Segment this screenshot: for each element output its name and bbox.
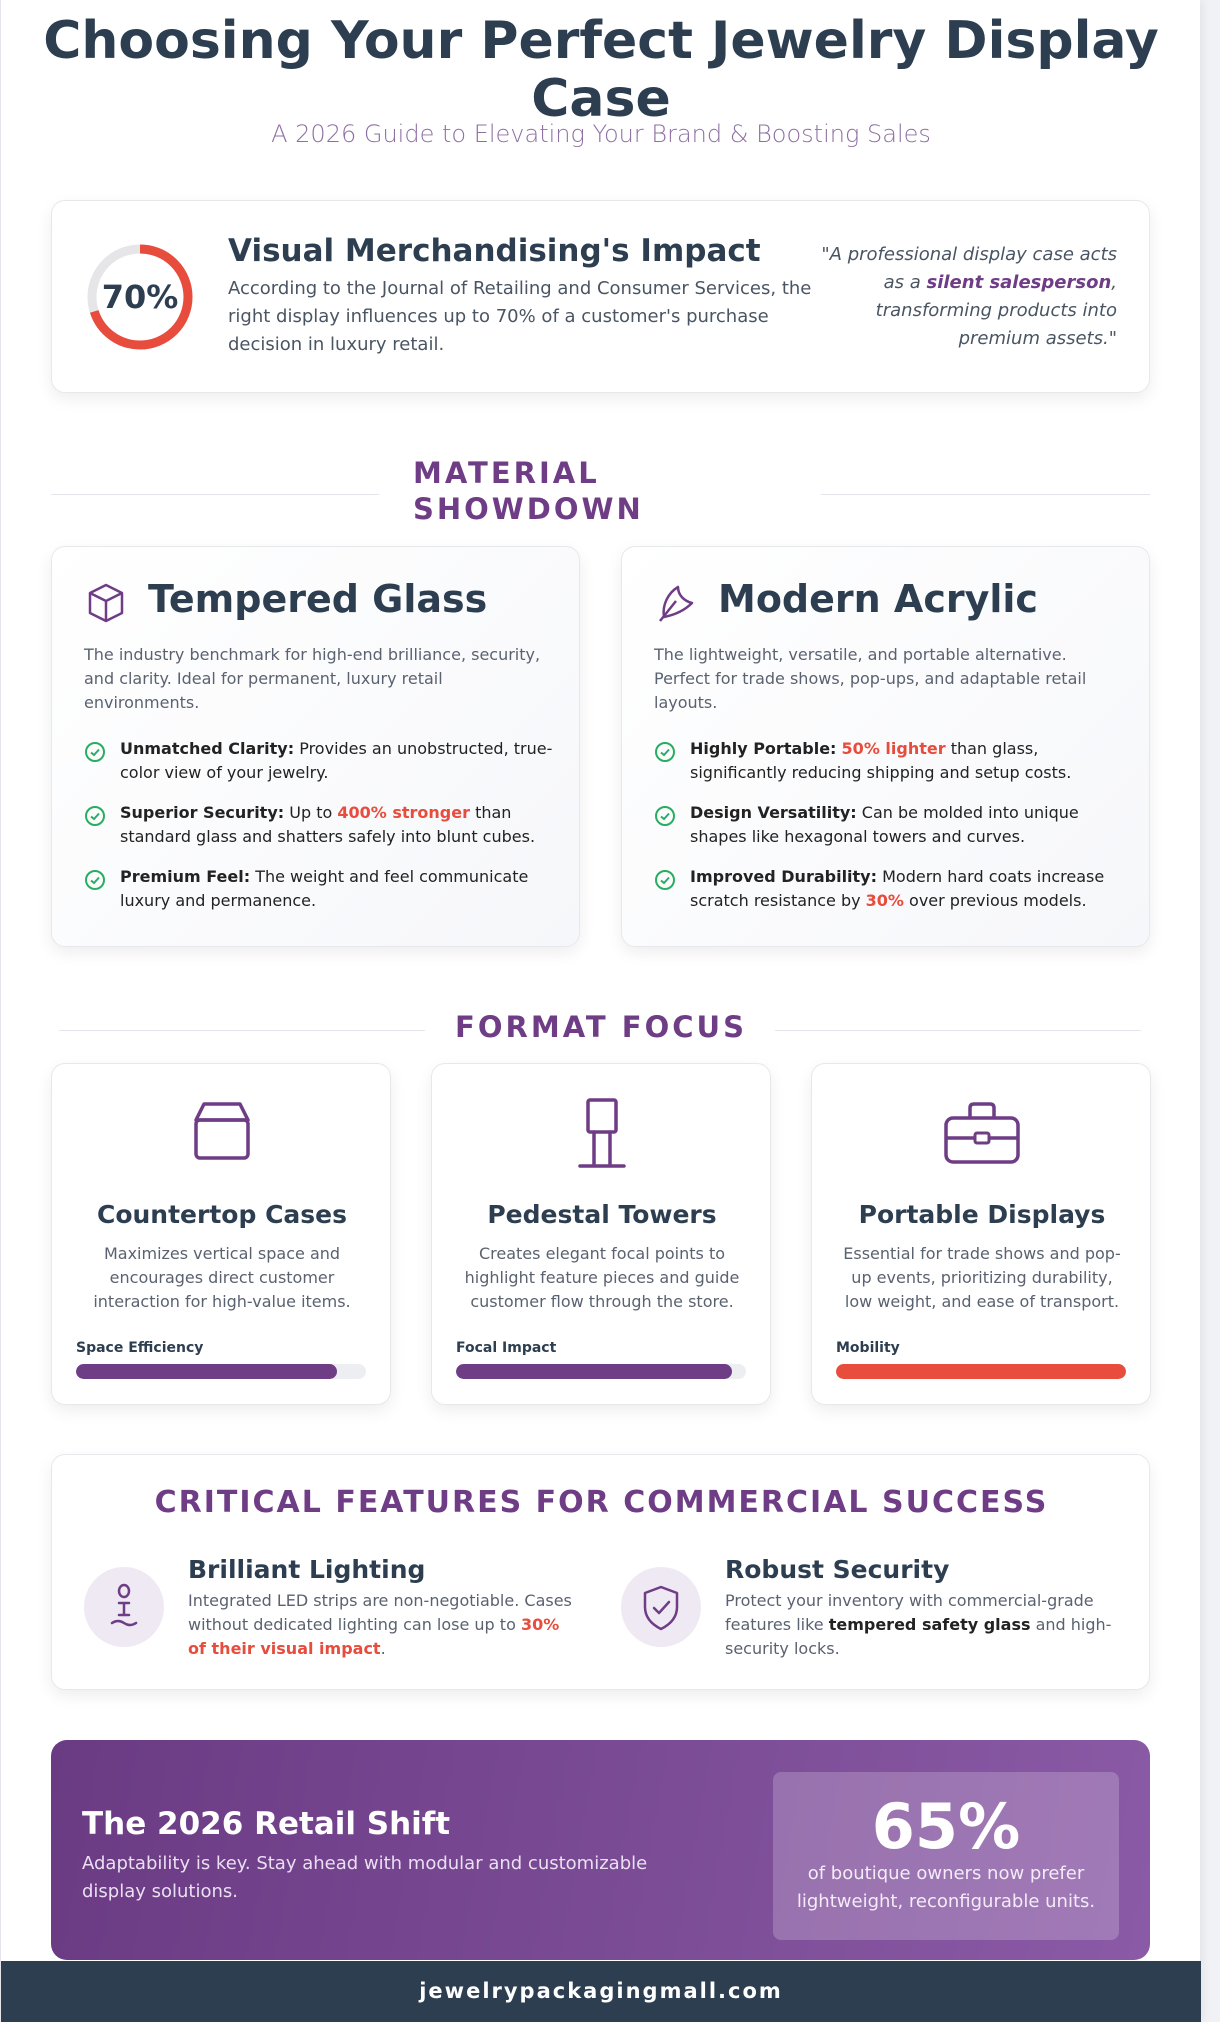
feature-label: Improved Durability: — [690, 867, 878, 886]
feature-text: . — [380, 1639, 386, 1658]
divider-line — [59, 1030, 425, 1031]
format-title: Portable Displays — [858, 1200, 1106, 1229]
shield-check-icon — [621, 1567, 701, 1647]
pedestal-tower-icon — [562, 1094, 642, 1174]
quote-text-start: "A professional display case acts as a — [821, 244, 1117, 293]
check-circle-icon — [654, 869, 676, 891]
feature-text: Protect your inventory with commercial-grade features like — [725, 1591, 1094, 1634]
feature-highlight: 30% — [865, 891, 904, 910]
feature-text: Provides an unobstructed, true-color view of your jewelry. — [120, 739, 553, 782]
feature-text: than glass, significantly reducing shipping and setup costs. — [690, 739, 1072, 782]
format-metric-bar — [76, 1364, 366, 1379]
feature-bold: tempered safety glass — [828, 1615, 1031, 1634]
countertop-case-icon — [182, 1094, 262, 1174]
material-card-acrylic — [621, 546, 1150, 947]
feature-highlight: 30% of their visual impact — [188, 1615, 560, 1658]
feather-icon — [654, 581, 698, 625]
check-circle-icon — [84, 741, 106, 763]
security-icon-badge — [621, 1567, 701, 1647]
feature-highlight: 50% lighter — [841, 739, 946, 758]
footer — [1, 1961, 1201, 2022]
feature-text: The weight and feel communicate luxury and permanence. — [120, 867, 529, 910]
stat-value: 65% — [871, 1790, 1021, 1863]
divider-line — [51, 494, 379, 495]
banner-body: Adaptability is key. Stay ahead with modular and customizable display solutions. — [82, 1853, 648, 1902]
material-title: Tempered Glass — [148, 577, 488, 621]
feature-text: Modern hard coats increase scratch resistance by — [690, 867, 1105, 910]
format-card-countertop — [51, 1063, 391, 1405]
check-circle-icon — [654, 741, 676, 763]
cube-icon — [84, 581, 128, 625]
format-card-pedestal — [431, 1063, 771, 1405]
check-circle-icon — [654, 805, 676, 827]
feature-label: Highly Portable: — [690, 739, 837, 758]
impact-progress-ring — [84, 241, 196, 353]
lighting-icon-badge — [84, 1567, 164, 1647]
feature-description — [725, 1589, 1115, 1661]
banner-title: The 2026 Retail Shift — [82, 1806, 451, 1842]
impact-quote — [797, 241, 1117, 353]
list-item — [654, 737, 1124, 785]
section-heading-formats: FORMAT FOCUS — [455, 1010, 747, 1044]
material-card-glass — [51, 546, 580, 947]
retail-shift-banner — [51, 1740, 1150, 1960]
feature-label: Design Versatility: — [690, 803, 857, 822]
material-feature-list — [84, 737, 554, 929]
list-item — [654, 801, 1124, 849]
impact-card — [51, 200, 1150, 393]
footer-link[interactable]: jewelrypackagingmall.com — [419, 1979, 783, 2003]
feature-label: Superior Security: — [120, 803, 285, 822]
impact-title: Visual Merchandising's Impact — [228, 233, 761, 269]
briefcase-icon — [942, 1094, 1022, 1174]
stat-box — [773, 1772, 1119, 1940]
feature-text: than standard glass and shatters safely into blunt cubes. — [120, 803, 536, 846]
stat-caption: of boutique owners now prefer lightweight, reconfigurable units. — [796, 1863, 1096, 1912]
page-title: Choosing Your Perfect Jewelry Display Case — [43, 11, 1159, 129]
divider-line — [821, 494, 1150, 495]
feature-label: Premium Feel: — [120, 867, 251, 886]
format-card-portable — [811, 1063, 1151, 1405]
material-feature-list — [654, 737, 1124, 929]
format-metric-bar — [456, 1364, 746, 1379]
impact-body: According to the Journal of Retailing and Consumer Services, the right display influences up to 70% of a customer's purchase decision in luxury retail. — [228, 278, 812, 355]
feature-text: over previous models. — [903, 891, 1087, 910]
list-item — [84, 865, 554, 913]
check-circle-icon — [84, 805, 106, 827]
feature-text: and high-security locks. — [725, 1615, 1112, 1658]
impact-percent: 70% — [101, 278, 179, 316]
divider-line — [775, 1030, 1141, 1031]
feature-highlight: 400% stronger — [337, 803, 470, 822]
page-subtitle: A 2026 Guide to Elevating Your Brand & Boosting Sales — [271, 120, 931, 148]
quote-highlight: silent salesperson — [926, 272, 1112, 293]
quote-text-end: , transforming products into premium assets." — [875, 272, 1117, 349]
material-description: The lightweight, versatile, and portable alternative. Perfect for trade shows, pop-ups, and adaptable retail layouts. — [654, 645, 1087, 712]
feature-title: Brilliant Lighting — [188, 1555, 426, 1584]
feature-text: Integrated LED strips are non-negotiable. Cases without dedicated lighting can lose up to — [188, 1591, 572, 1634]
critical-features-card — [51, 1454, 1150, 1690]
feature-label: Unmatched Clarity: — [120, 739, 295, 758]
format-description: Maximizes vertical space and encourages direct customer interaction for high-value items. — [93, 1244, 351, 1311]
list-item — [654, 865, 1124, 913]
feature-description — [188, 1589, 578, 1661]
format-title: Countertop Cases — [96, 1200, 347, 1229]
lighting-icon — [84, 1567, 164, 1647]
format-description: Essential for trade shows and pop-up events, prioritizing durability, low weight, and ease of transport. — [843, 1244, 1121, 1311]
format-metric-fill — [76, 1364, 337, 1379]
material-title: Modern Acrylic — [718, 577, 1038, 621]
section-heading-materials: MATERIAL SHOWDOWN — [413, 456, 644, 526]
format-metric-fill — [836, 1364, 1126, 1379]
material-description: The industry benchmark for high-end brilliance, security, and clarity. Ideal for permanent, luxury retail environments. — [84, 645, 541, 712]
list-item — [84, 801, 554, 849]
format-description: Creates elegant focal points to highlight feature pieces and guide customer flow through the store. — [464, 1244, 740, 1311]
format-title: Pedestal Towers — [487, 1200, 717, 1229]
feature-text: Can be molded into unique shapes like hexagonal towers and curves. — [690, 803, 1079, 846]
format-metric-label: Space Efficiency — [76, 1340, 204, 1356]
format-metric-label: Focal Impact — [456, 1340, 557, 1356]
format-metric-fill — [456, 1364, 732, 1379]
check-circle-icon — [84, 869, 106, 891]
critical-features-heading: CRITICAL FEATURES FOR COMMERCIAL SUCCESS — [154, 1485, 1049, 1520]
feature-title: Robust Security — [725, 1555, 950, 1584]
feature-text: Up to — [284, 803, 338, 822]
format-metric-label: Mobility — [836, 1340, 900, 1356]
list-item — [84, 737, 554, 785]
format-metric-bar — [836, 1364, 1126, 1379]
